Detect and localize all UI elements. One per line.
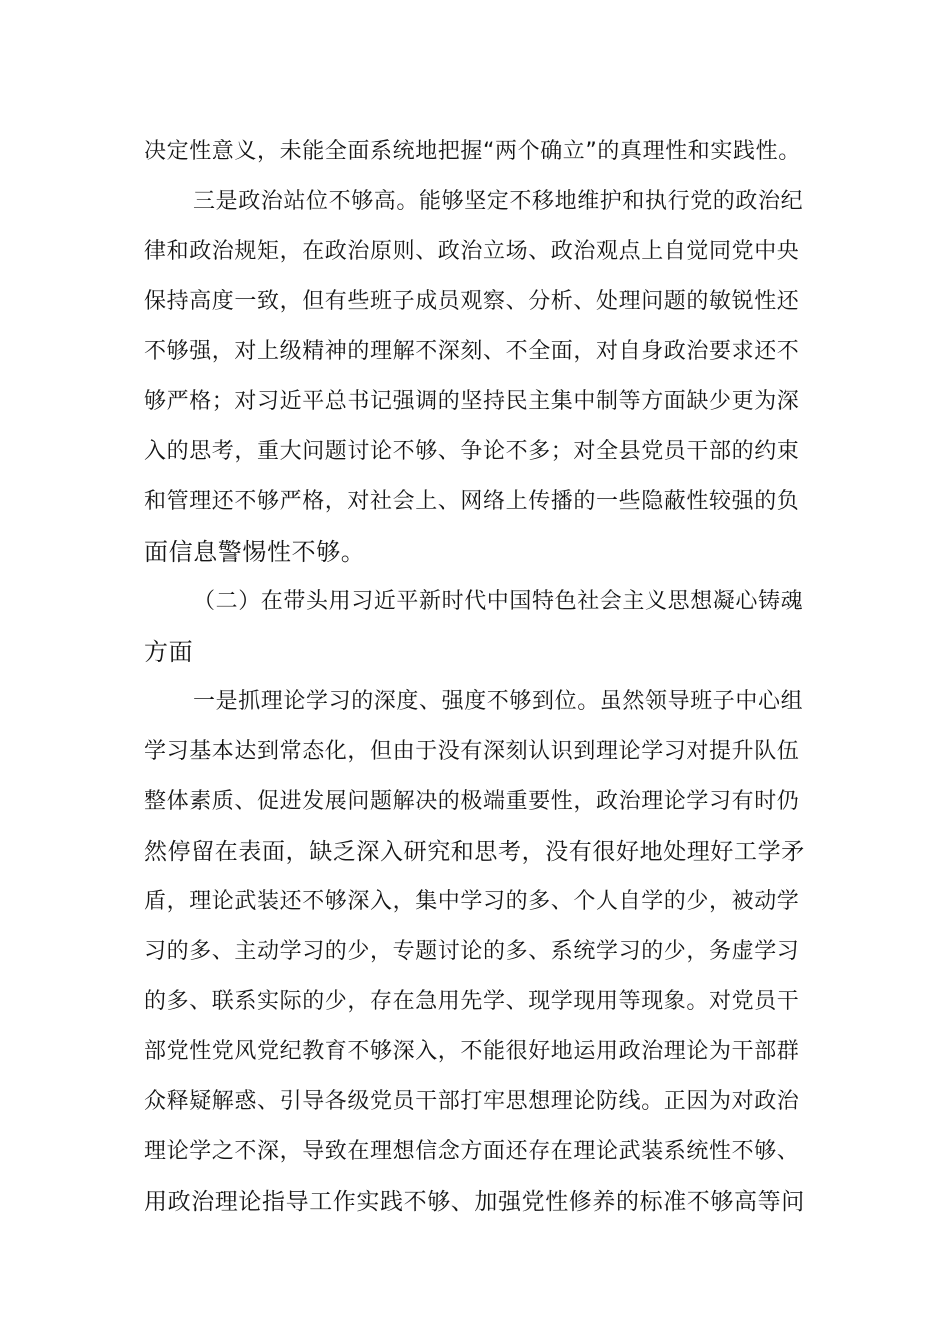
text-line: 习的多、主动学习的少，专题讨论的多、系统学习的少，务虚学习 (144, 939, 800, 964)
text-line: 学习基本达到常态化，但由于没有深刻认识到理论学习对提升队伍 (144, 739, 800, 764)
text-line: 保持高度一致，但有些班子成员观察、分析、处理问题的敏锐性还 (144, 289, 800, 314)
text-line: 够严格；对习近平总书记强调的坚持民主集中制等方面缺少更为深 (144, 389, 800, 414)
text-line: 理论学之不深，导致在理想信念方面还存在理论武装系统性不够、 (144, 1139, 800, 1164)
text-line: 决定性意义，未能全面系统地把握“两个确立”的真理性和实践性。 (144, 139, 801, 164)
text-line: 面信息警惕性不够。 (144, 538, 366, 566)
text-line: 和管理还不够严格，对社会上、网络上传播的一些隐蔽性较强的负 (144, 489, 800, 514)
section-heading: （二）在带头用习近平新时代中国特色社会主义思想凝心铸魂 (193, 589, 804, 614)
text-line: 整体素质、促进发展问题解决的极端重要性，政治理论学习有时仍 (144, 789, 800, 814)
text-line: 不够强，对上级精神的理解不深刻、不全面，对自身政治要求还不 (144, 339, 800, 364)
text-line: 盾，理论武装还不够深入，集中学习的多、个人自学的少，被动学 (144, 889, 800, 914)
text-line: 用政治理论指导工作实践不够、加强党性修养的标准不够高等问 (144, 1189, 805, 1215)
paragraph-first-line: 一是抓理论学习的深度、强度不够到位。虽然领导班子中心组 (193, 689, 804, 714)
text-line: 众释疑解惑、引导各级党员干部打牢思想理论防线。正因为对政治 (144, 1089, 800, 1114)
text-line: 然停留在表面，缺乏深入研究和思考，没有很好地处理好工学矛 (144, 839, 805, 865)
paragraph-first-line: 三是政治站位不够高。能够坚定不移地维护和执行党的政治纪 (193, 189, 804, 214)
text-line: 的多、联系实际的少，存在急用先学、现学现用等现象。对党员干 (144, 989, 800, 1014)
text-line: 入的思考，重大问题讨论不够、争论不多；对全县党员干部的约束 (144, 439, 800, 464)
section-heading-continued: 方面 (144, 638, 194, 666)
text-line: 律和政治规矩，在政治原则、政治立场、政治观点上自觉同党中央 (144, 239, 800, 264)
text-line: 部党性党风党纪教育不够深入，不能很好地运用政治理论为干部群 (144, 1039, 800, 1064)
